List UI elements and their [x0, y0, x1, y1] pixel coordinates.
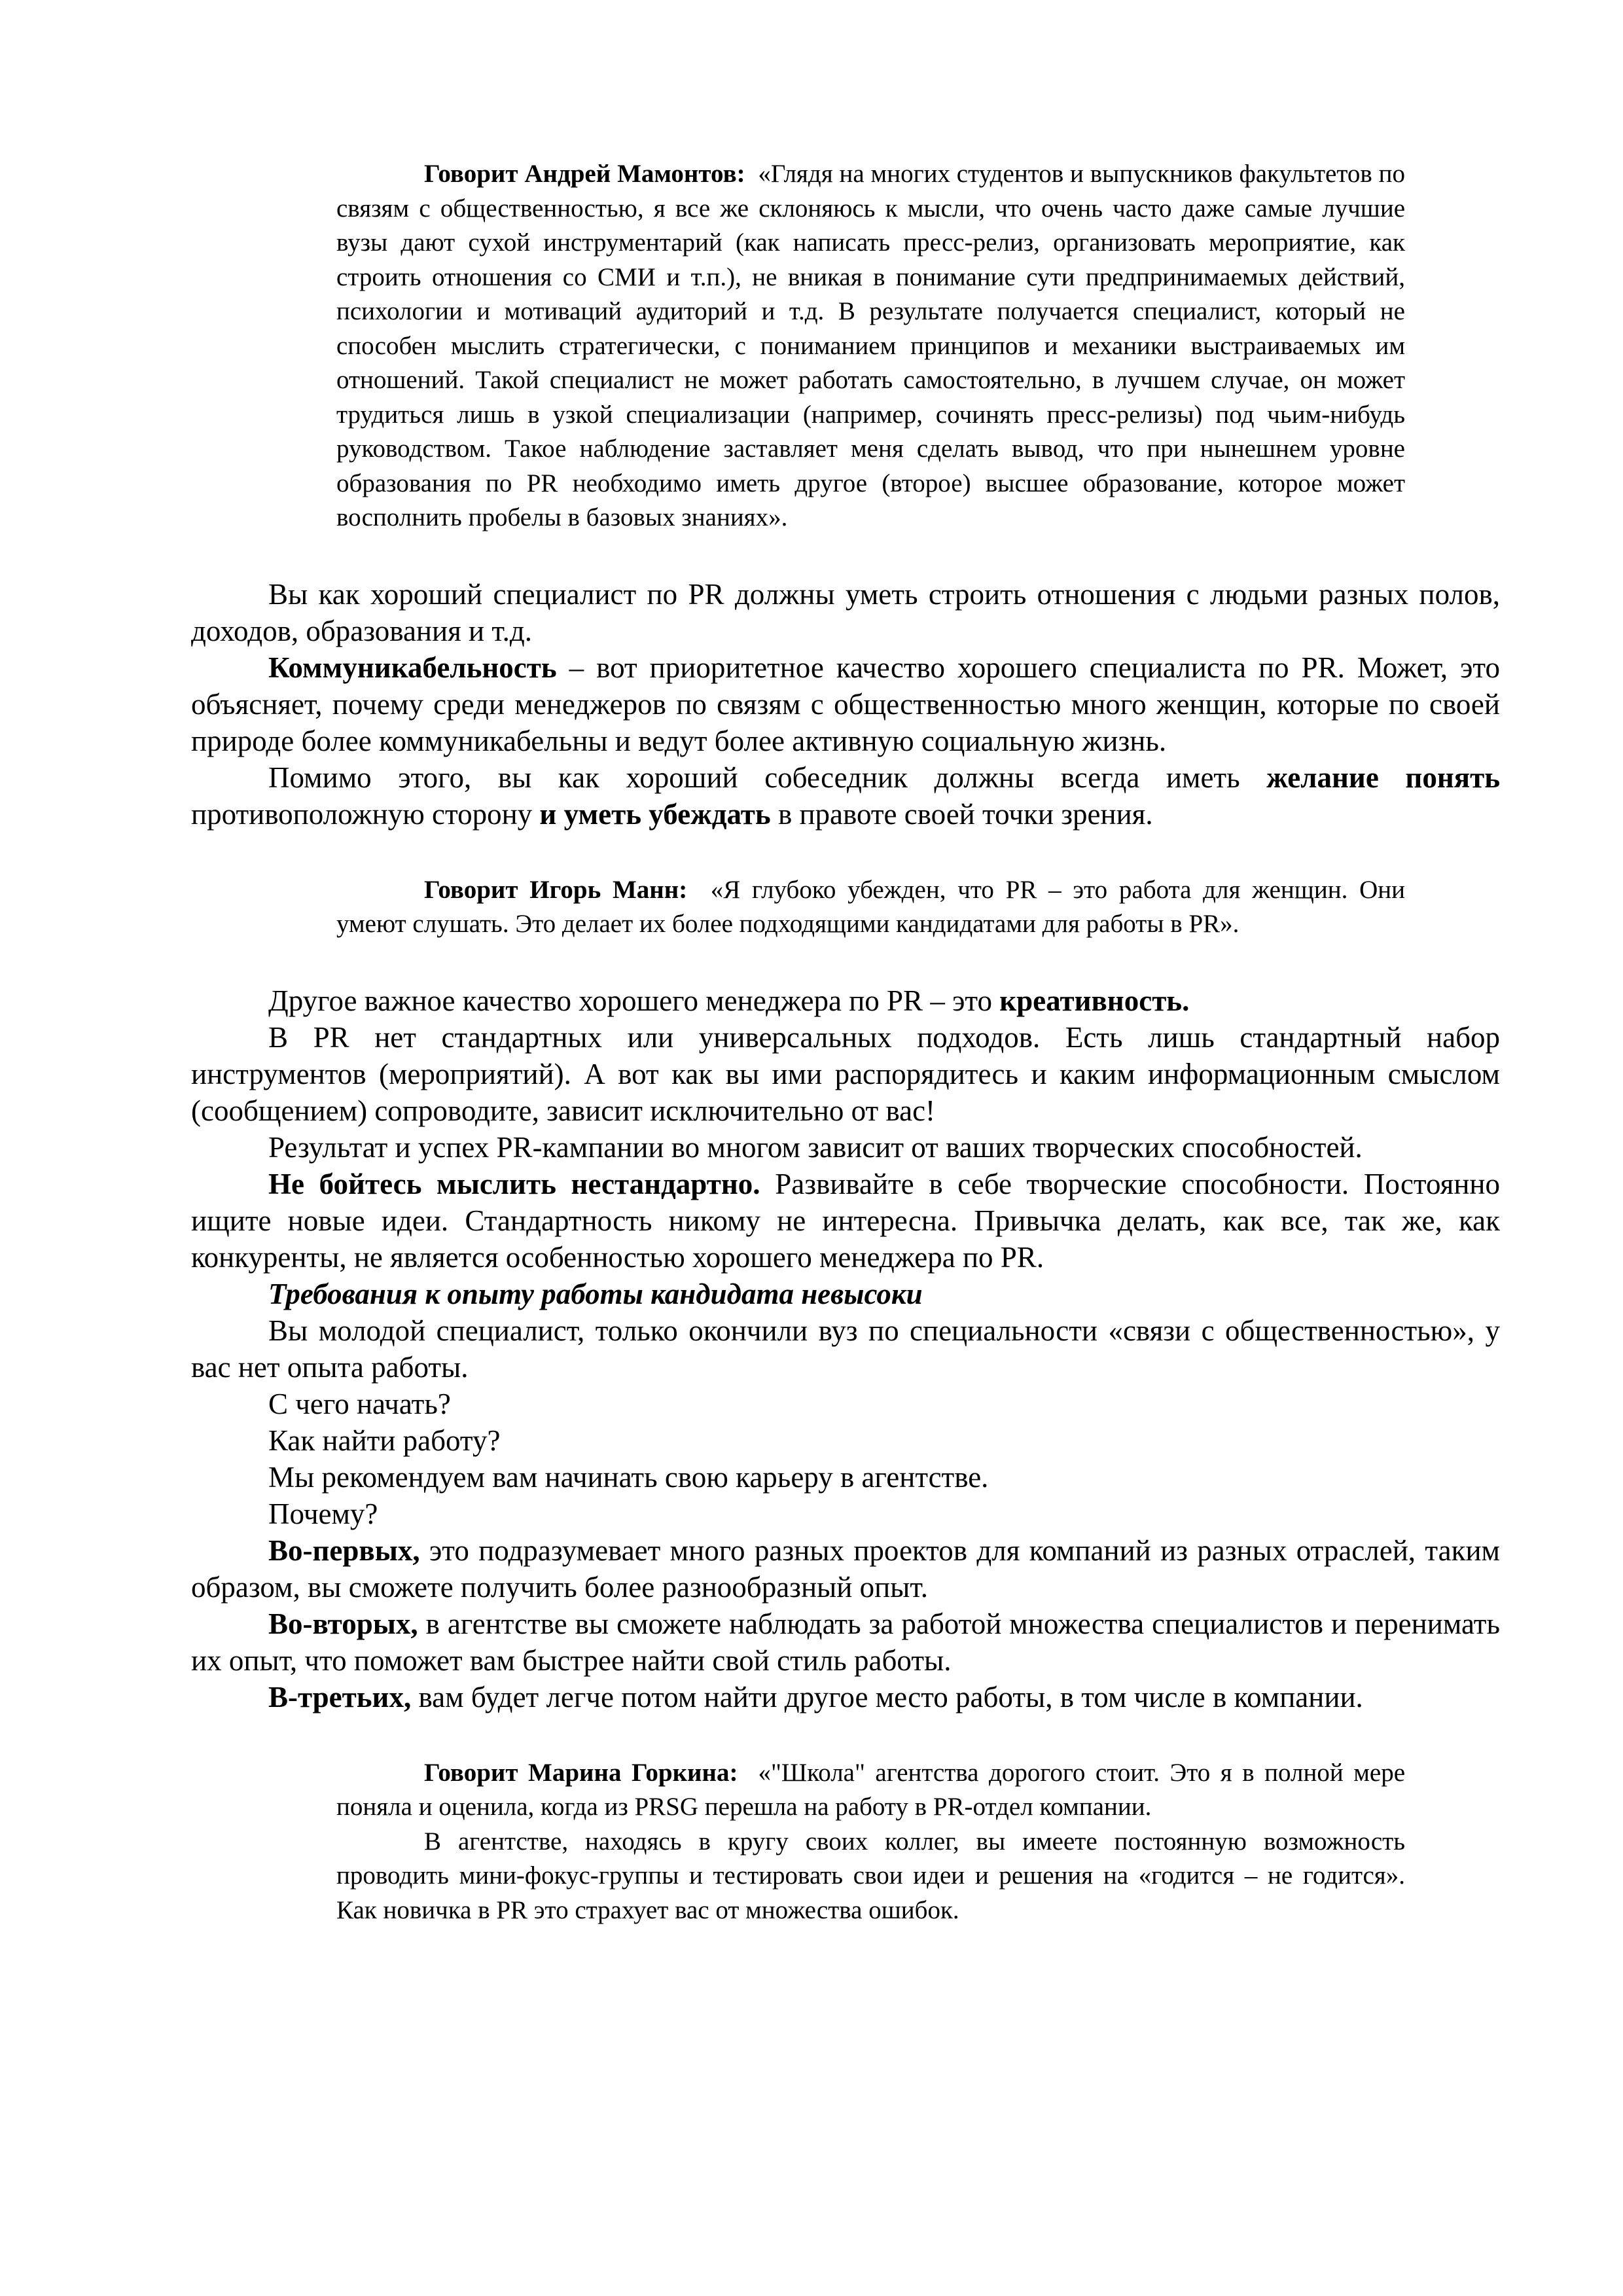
- emphasis: и уметь убеждать: [539, 797, 771, 831]
- paragraph-text: Помимо этого, вы как хороший собеседник должны всегда иметь: [268, 761, 1267, 794]
- paragraph: [191, 1532, 1500, 1605]
- quote-speaker: Говорит Игорь Манн:: [424, 875, 688, 904]
- paragraph-text: это подразумевает много разных проектов для компаний из разных отраслей, таким образом, вы сможете получить более разнообразный опыт.: [191, 1534, 1500, 1604]
- emphasis: желание понять: [1266, 761, 1500, 794]
- emphasis: Во-вторых,: [268, 1607, 418, 1640]
- document-page: [191, 157, 1500, 1928]
- paragraph: Вы молодой специалист, только окончили вуз по специальности «связи с общественностью», у вас нет опыта работы.: [191, 1314, 1500, 1384]
- quote-paragraph: [336, 157, 1405, 535]
- paragraph-text: Развивайте в себе творческие способности. Постоянно ищите новые идеи. Стандартность никому не интересна. Привычка делать, как все, так же, как конкуренты, не является особенностью хорошего менеджера по PR.: [191, 1167, 1500, 1274]
- paragraph-text: в правоте своей точки зрения.: [770, 797, 1153, 831]
- paragraph: Вы как хороший специалист по PR должны уметь строить отношения с людьми разных полов, доходов, образования и т.д.: [191, 577, 1500, 647]
- quote-text: «Глядя на многих студентов и выпускников факультетов по связям с общественностью, я все же склоняюсь к мысли, что очень часто даже самые лучшие вузы дают сухой инструментарий (как написать пресс-релиз, организовать мероприятие, как строить отношения со СМИ и т.п.), не вникая в понимание сути предпринимаемых действий, психологии и мотиваций аудиторий и т.д. В результате получается специалист, который не способен мыслить стратегически, с пониманием принципов и механики выстраиваемых им отношений. Такой специалист не может работать самостоятельно, в лучшем случае, он может трудиться лишь в узкой специализации (например, сочинять пресс-релизы) под чьим-нибудь руководством. Такое наблюдение заставляет меня сделать вывод, что при нынешнем уровне образования по PR необходимо иметь другое (второе) высшее образование, которое может восполнить пробелы в базовых знаниях».: [336, 160, 1405, 531]
- heading-text: Требования к опыту работы кандидата невысоки: [268, 1277, 923, 1310]
- paragraph-text: вам будет легче потом найти другое место работы, в том числе в компании.: [411, 1680, 1363, 1713]
- paragraph-text: противоположную сторону: [191, 797, 540, 831]
- quote-paragraph: [336, 1756, 1405, 1825]
- quote-speaker: Говорит Марина Горкина:: [424, 1758, 738, 1787]
- emphasis: Во-первых,: [268, 1534, 420, 1567]
- paragraph: Результат и успех PR-кампании во многом зависит от ваших творческих способностей.: [268, 1130, 1363, 1164]
- paragraph: [191, 1679, 1500, 1715]
- paragraph: [191, 1166, 1500, 1276]
- paragraph: С чего начать?: [268, 1387, 451, 1420]
- paragraph: В PR нет стандартных или универсальных подходов. Есть лишь стандартный набор инструментов (мероприятий). А вот как вы ими распорядитесь и каким информационным смыслом (сообщением) сопроводите, зависит исключительно от вас!: [191, 1020, 1500, 1127]
- paragraph: [191, 982, 1500, 1019]
- paragraph-text: в агентстве вы сможете наблюдать за работой множества специалистов и перенимать их опыт, что поможет вам быстрее найти свой стиль работы.: [191, 1607, 1500, 1677]
- quote-paragraph: [336, 873, 1405, 942]
- quote-text: «"Школа" агентства дорогого стоит. Это я в полной мере поняла и оценила, когда из PRSG перешла на работу в PR-отдел компании.: [336, 1758, 1406, 1821]
- emphasis: Не бойтесь мыслить нестандартно.: [268, 1167, 760, 1200]
- paragraph-text: Другое важное качество хорошего менеджера по PR – это: [268, 984, 1000, 1017]
- quote-paragraph: В агентстве, находясь в кругу своих коллег, вы имеете постоянную возможность проводить мини-фокус-группы и тестировать свои идеи и решения на «годится – не годится». Как новичка в PR это страхует вас от множества ошибок.: [336, 1827, 1405, 1924]
- quote-mann: [336, 873, 1405, 942]
- quote-speaker: Говорит Андрей Мамонтов:: [424, 160, 745, 188]
- paragraph-text: – вот приоритетное качество хорошего специалиста по PR. Может, это объясняет, почему среди менеджеров по связям с общественностью много женщин, которые по своей природе более коммуникабельны и ведут более активную социальную жизнь.: [191, 651, 1500, 757]
- emphasis: В-третьих,: [268, 1680, 412, 1713]
- section-heading: [191, 1276, 1500, 1312]
- quote-gorkina: [336, 1756, 1405, 1928]
- quote-mamontov: [336, 157, 1405, 535]
- emphasis: креативность.: [999, 984, 1190, 1017]
- quote-text: «Я глубоко убежден, что PR – это работа для женщин. Они умеют слушать. Это делает их более подходящими кандидатами для работы в PR».: [336, 875, 1406, 938]
- emphasis: Коммуникабельность: [268, 651, 557, 684]
- paragraph: Мы рекомендуем вам начинать свою карьеру в агентстве.: [268, 1460, 989, 1494]
- paragraph: [191, 649, 1500, 759]
- paragraph: Почему?: [268, 1497, 378, 1530]
- paragraph: [191, 1605, 1500, 1679]
- paragraph: [191, 759, 1500, 833]
- paragraph: Как найти работу?: [268, 1424, 501, 1457]
